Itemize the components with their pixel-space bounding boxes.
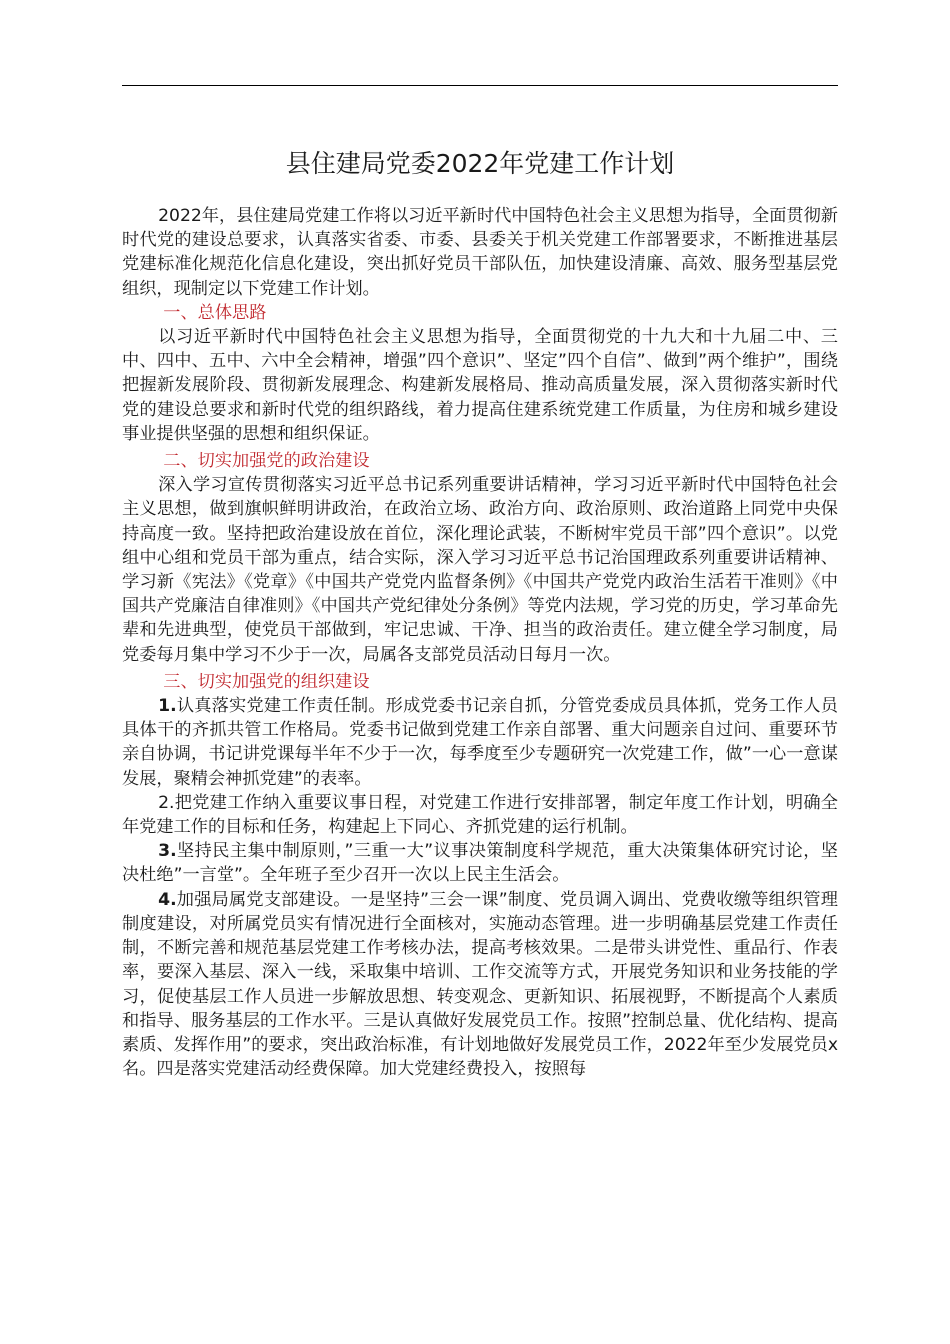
item-text: 2.把党建工作纳入重要议事日程，对党建工作进行安排部署，制定年度工作计划，明确全年党建工作的目标和任务，构建起上下同心、齐抓党建的运行机制。 <box>122 792 838 838</box>
item-number: 1. <box>158 696 177 717</box>
list-item <box>122 694 838 791</box>
section-heading-overall: 一、总体思路 <box>163 302 267 323</box>
list-item <box>122 888 838 1082</box>
section-heading-political: 二、切实加强党的政治建设 <box>163 451 370 472</box>
section-paragraph-political: 深入学习宣传贯彻落实习近平总书记系列重要讲话精神，学习习近平新时代中国特色社会主义思想，做到旗帜鲜明讲政治，在政治立场、政治方向、政治原则、政治道路上同党中央保持高度一致。坚持把政治建设放在首位，深化理论武装，不断树牢党员干部”四个意识”。以党组中心组和党员干部为重点，结合实际，深入学习习近平总书记治国理政系列重要讲话精神、学习新《宪法》《党章》《中国共产党党内监督条例》《中国共产党党内政治生活若干准则》《中国共产党廉洁自律准则》《中国共产党纪律处分条例》等党内法规，学习党的历史，学习革命先辈和先进典型，使党员干部做到，牢记忠诚、干净、担当的政治责任。建立健全学习制度，局党委每月集中学习不少于一次，局属各支部党员活动日每月一次。 <box>122 475 838 665</box>
list-item <box>122 791 838 839</box>
header-rule <box>122 85 838 86</box>
item-text: 加强局属党支部建设。一是坚持”三会一课”制度、党员调入调出、党费收缴等组织管理制度建设，对所属党员实有情况进行全面核对，实施动态管理。进一步明确基层党建工作责任制，不断完善和规范基层党建工作考核办法，提高考核效果。二是带头讲党性、重品行、作表率，要深入基层、深入一线，采取集中培训、工作交流等方式，开展党务知识和业务技能的学习，促使基层工作人员进一步解放思想、转变观念、更新知识、拓展视野，不断提高个人素质和指导、服务基层的工作水平。三是认真做好发展党员工作。按照”控制总量、优化结构、提高素质、发挥作用”的要求，突出政治标准，有计划地做好发展党员工作，2022年至少发展党员x名。四是落实党建活动经费保障。加大党建经费投入，按照每 <box>122 889 838 1080</box>
intro-paragraph: 2022年，县住建局党建工作将以习近平新时代中国特色社会主义思想为指导，全面贯彻新时代党的建设总要求，认真落实省委、市委、县委关于机关党建工作部署要求，不断推进基层党建标准化规范化信息化建设，突出抓好党员干部队伍，加快建设清廉、高效、服务型基层党组织，现制定以下党建工作计划。 <box>122 206 838 299</box>
list-item <box>122 839 838 887</box>
item-text: 坚持民主集中制原则，”三重一大”议事决策制度科学规范，重大决策集体研究讨论，坚决杜绝”一言堂”。全年班子至少召开一次以上民主生活会。 <box>122 841 838 886</box>
document-body <box>122 204 838 1081</box>
section-heading-organization: 三、切实加强党的组织建设 <box>163 671 370 692</box>
section-paragraph-overall: 以习近平新时代中国特色社会主义思想为指导，全面贯彻党的十九大和十九届二中、三中、四中、五中、六中全会精神，增强”四个意识”、坚定”四个自信”、做到”两个维护”，围绕把握新发展阶段、贯彻新发展理念、构建新发展格局、推动高质量发展，深入贯彻落实新时代党的建设总要求和新时代党的组织路线，着力提高住建系统党建工作质量，为住房和城乡建设事业提供坚强的思想和组织保证。 <box>122 327 838 444</box>
item-text: 认真落实党建工作责任制。形成党委书记亲自抓，分管党委成员具体抓，党务工作人员具体干的齐抓共管工作格局。党委书记做到党建工作亲自部署、重大问题亲自过问、重要环节亲自协调，书记讲党课每半年不少于一次，每季度至少专题研究一次党建工作，做”一心一意谋发展，聚精会神抓党建”的表率。 <box>122 696 838 789</box>
page-title: 县住建局党委2022年党建工作计划 <box>285 149 675 178</box>
item-number: 3. <box>158 841 177 862</box>
item-number: 4. <box>158 889 177 910</box>
